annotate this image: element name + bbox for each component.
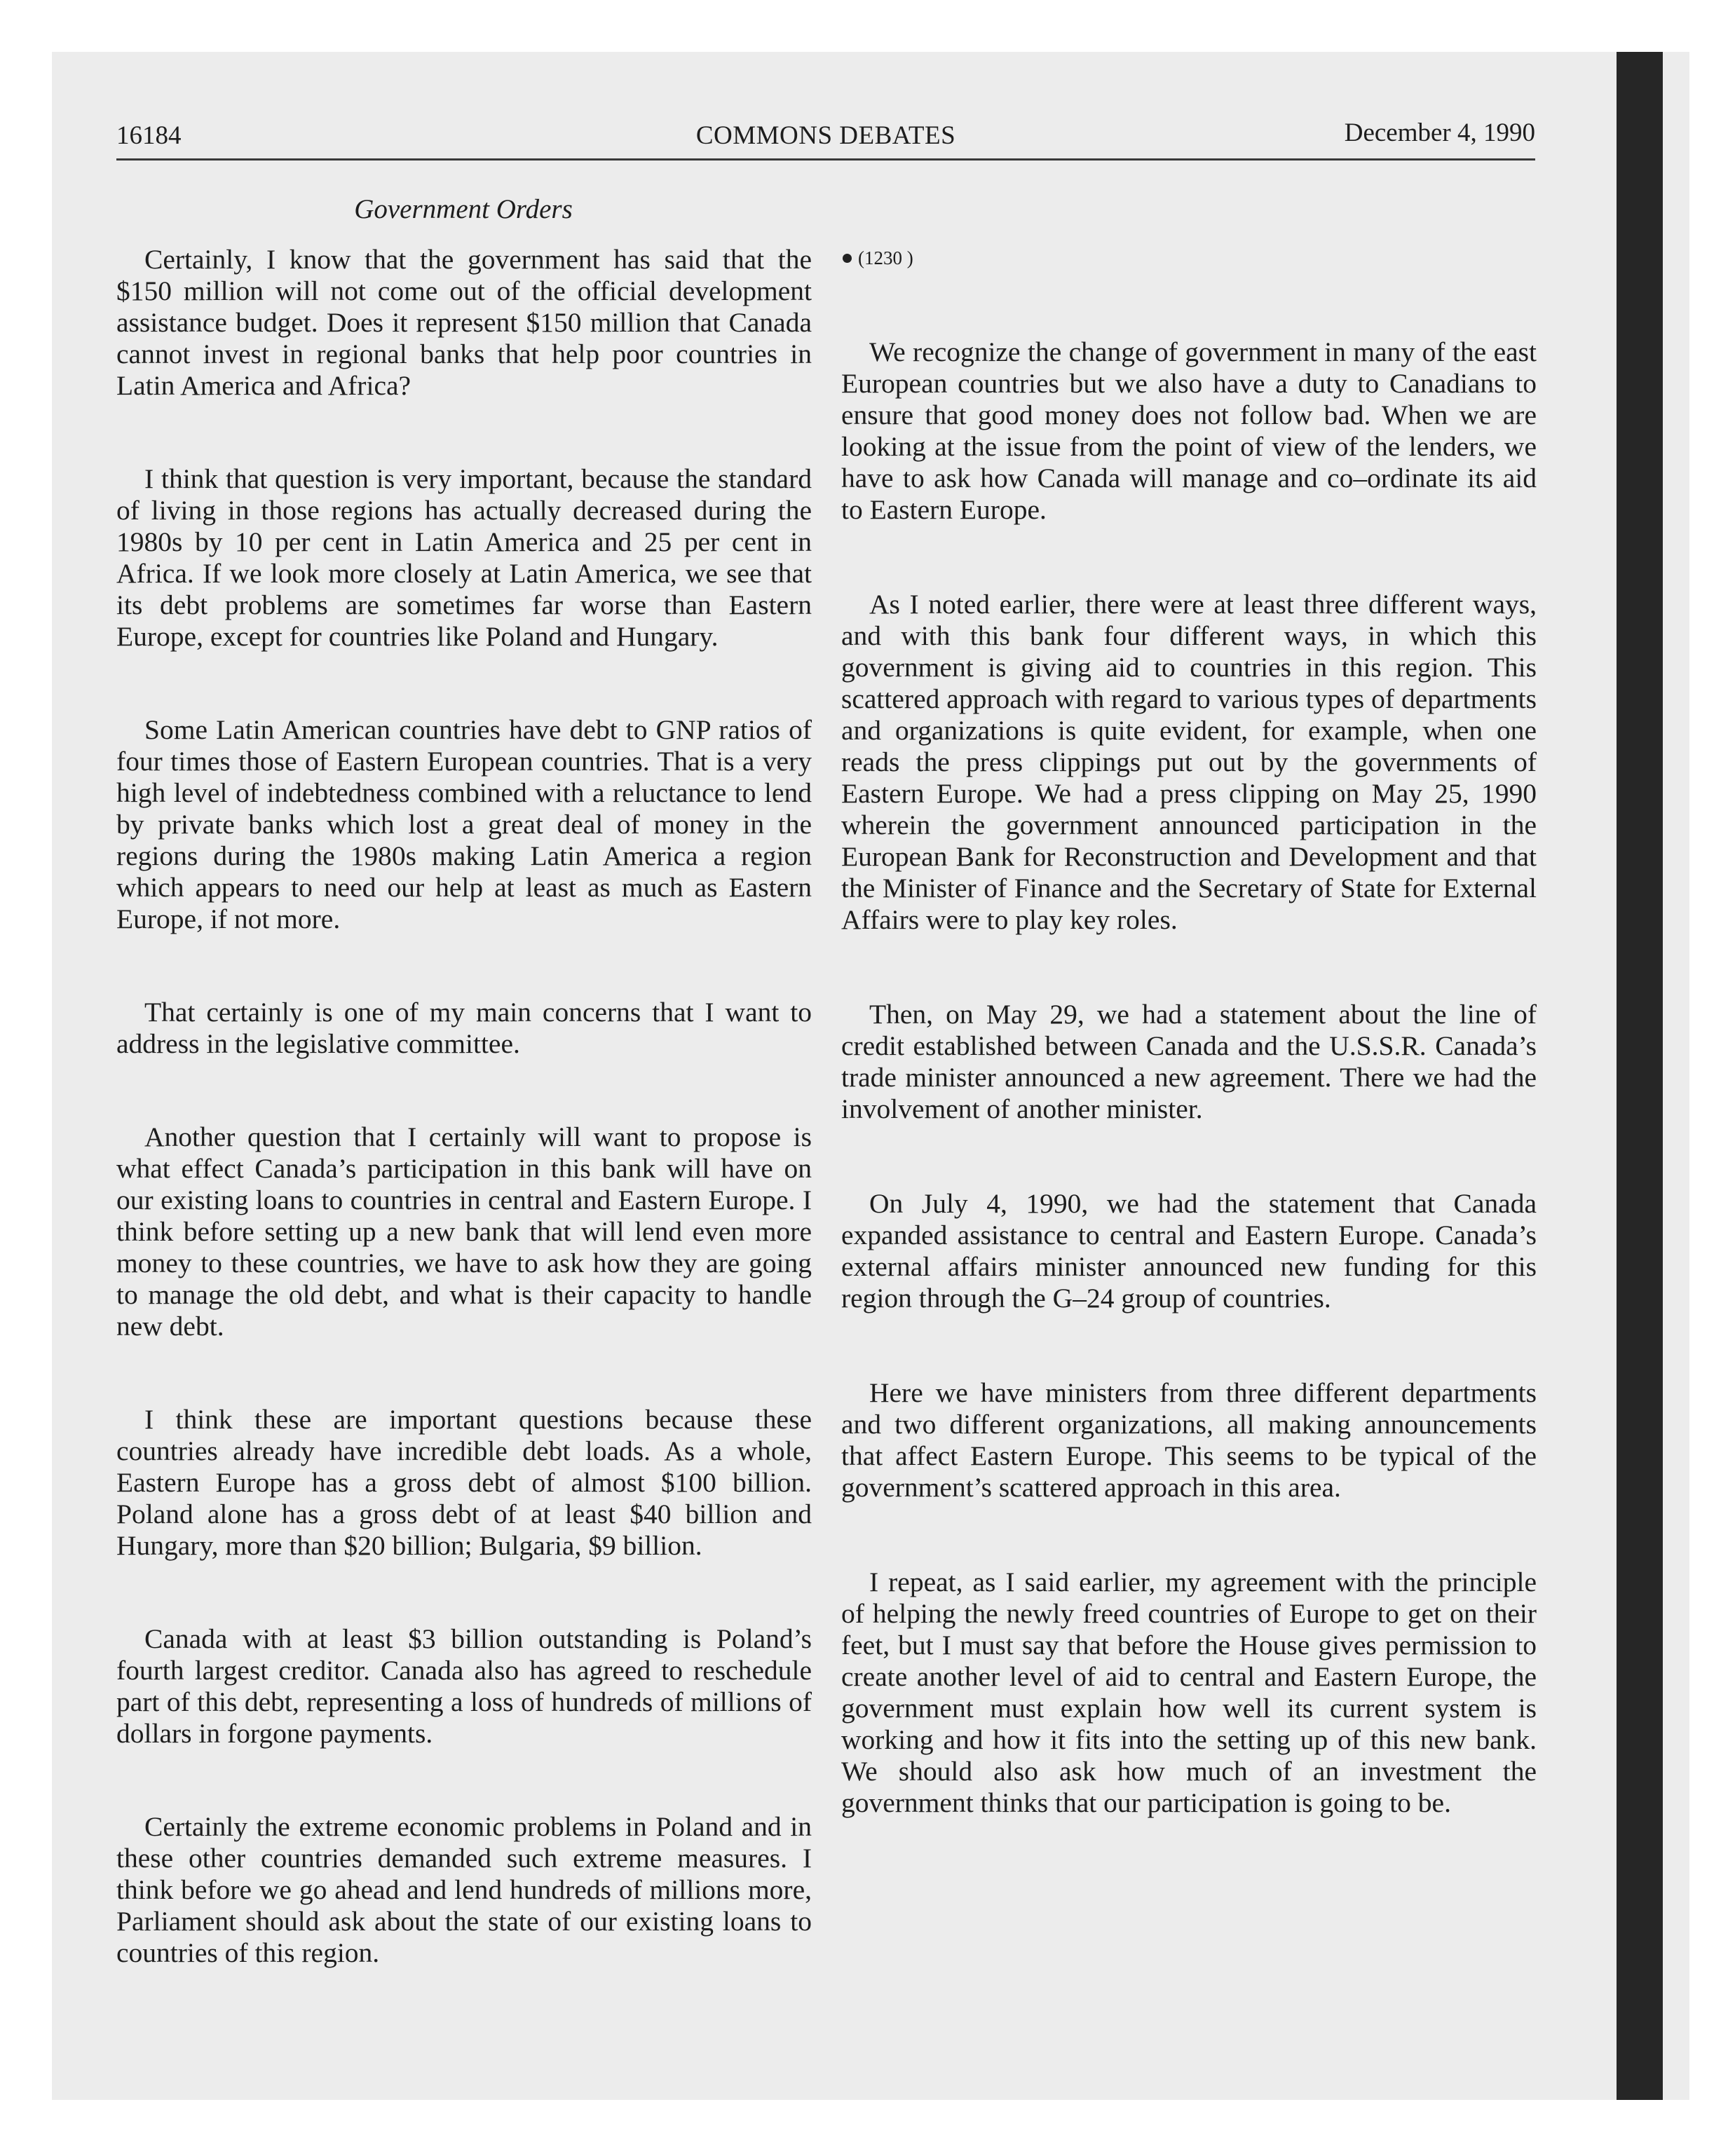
page-number: 16184	[116, 121, 182, 150]
paragraph: That certainly is one of my main concerns that I want to address in the legislative committee.	[116, 997, 812, 1059]
header-rule	[116, 158, 1535, 161]
paragraph: Certainly the extreme economic problems in Poland and in these other countries demanded such extreme measures. I think before we go ahead and lend hundreds of millions more, Parliament should ask about the state of our existing loans to countries of this region.	[116, 1811, 812, 1968]
paragraph: I think these are important questions because these countries already have incredible debt loads. As a whole, Eastern Europe has a gross debt of almost $100 billion. Poland alone has a gross debt of at least $40 billion and Hungary, more than $20 billion; Bulgaria, $9 billion.	[116, 1404, 812, 1561]
paragraph: Canada with at least $3 billion outstanding is Poland’s fourth largest creditor. Canada also has agreed to reschedule part of this debt, representing a loss of hundreds of millions of dollars in forgone payments.	[116, 1623, 812, 1749]
left-column	[116, 244, 812, 1969]
paragraph: On July 4, 1990, we had the statement that Canada expanded assistance to central and Eastern Europe. Canada’s external affairs minister announced new funding for this region through the G–24 group of countries.	[841, 1188, 1537, 1314]
paragraph: Then, on May 29, we had a statement about the line of credit established between Canada and the U.S.S.R. Canada’s trade minister announced a new agreement. There we had the involvement of another minister.	[841, 999, 1537, 1124]
paragraph: Some Latin American countries have debt to GNP ratios of four times those of Eastern European countries. That is a very high level of indebtedness combined with a reluctance to lend by private banks which lost a great deal of money in the regions during the 1980s making Latin America a region which appears to need our help at least as much as Eastern Europe, if not more.	[116, 714, 812, 934]
paragraph: I repeat, as I said earlier, my agreement with the principle of helping the newly freed countries of Europe to get on their feet, but I must say that before the House gives permission to create another level of aid to central and Eastern Europe, the government must explain how well its current system is working and how it fits into the setting up of this new bank. We should also ask how much of an investment the government thinks that our participation is going to be.	[841, 1567, 1537, 1818]
issue-date: December 4, 1990	[1344, 118, 1535, 147]
paragraph: Certainly, I know that the government has said that the $150 million will not come out of the official development assistance budget. Does it represent $150 million that Canada cannot invest in regional banks that help poor countries in Latin America and Africa?	[116, 244, 812, 401]
paragraph: As I noted earlier, there were at least three different ways, and with this bank four different ways, in which this government is giving aid to countries in this region. This scattered approach with regard to various types of departments and organizations is quite evident, for example, when one reads the press clippings put out by the governments of Eastern Europe. We had a press clipping on May 25, 1990 wherein the government announced participation in the European Bank for Reconstruction and Development and that the Minister of Finance and the Secretary of State for External Affairs were to play key roles.	[841, 589, 1537, 935]
section-title: Government Orders	[354, 194, 573, 224]
paragraph: I think that question is very important, because the standard of living in those regions has actually decreased during the 1980s by 10 per cent in Latin America and 25 per cent in Africa. If we look more closely at Latin America, we see that its debt problems are sometimes far worse than Eastern Europe, except for countries like Poland and Hungary.	[116, 463, 812, 652]
paragraph: Here we have ministers from three different departments and two different organizations, all making announcements that affect Eastern Europe. This seems to be typical of the government’s scattered approach in this area.	[841, 1377, 1537, 1503]
paragraph: Another question that I certainly will want to propose is what effect Canada’s participation in this bank will have on our existing loans to countries in central and Eastern Europe. I think before setting up a new bank that will lend even more money to these countries, we have to ask how they are going to manage the old debt, and what is their capacity to handle new debt.	[116, 1121, 812, 1342]
journal-title: COMMONS DEBATES	[695, 121, 956, 150]
time-marker	[843, 244, 1537, 272]
running-header	[116, 118, 1535, 158]
time-marker-label: (1230 )	[858, 247, 913, 268]
bullet-icon	[843, 254, 852, 263]
paragraph: We recognize the change of government in many of the east European countries but we also have a duty to Canadians to ensure that good money does not follow bad. When we are looking at the issue from the point of view of the lenders, we have to ask how Canada will manage and co–ordinate its aid to Eastern Europe.	[841, 336, 1537, 525]
scan-edge-shadow	[1617, 52, 1663, 2100]
right-column	[841, 244, 1537, 1819]
